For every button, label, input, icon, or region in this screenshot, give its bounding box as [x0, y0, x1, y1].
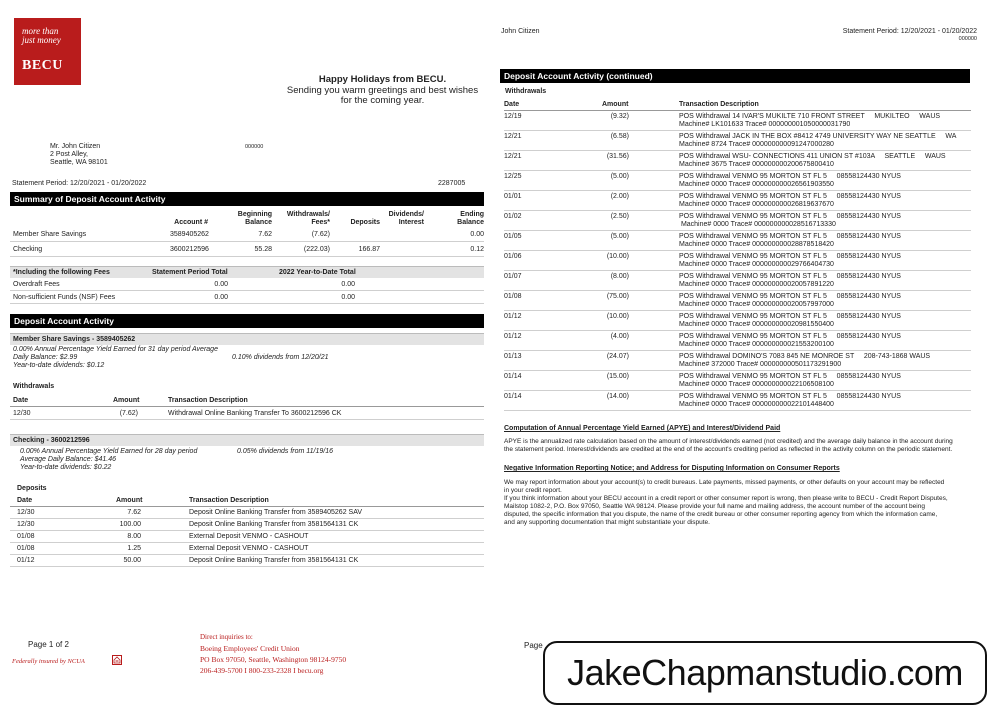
table-row [504, 311, 971, 331]
page2-page-number: Page [524, 641, 543, 650]
table-row [504, 171, 971, 191]
table-row [10, 531, 484, 543]
txn-description: POS Withdrawal VENMO 95 MORTON ST FL 5 08558124430 NYUS [679, 173, 901, 180]
negative-info-text-6: and any supporting documentation that might substantiate your dispute. [504, 519, 710, 526]
page2-name: John Citizen [501, 28, 540, 35]
txn-description: POS Withdrawal VENMO 95 MORTON ST FL 5 08558124430 NYUS [679, 273, 901, 280]
col-date: Date [13, 397, 29, 404]
table-row [504, 291, 971, 311]
negative-info-text-3: If you think information about your BECU account in a credit report or other consumer report is wrong, then please write to BECU - Credit Report Disputes, [504, 495, 948, 502]
txn-description: POS Withdrawal VENMO 95 MORTON ST FL 5 08558124430 NYUS [679, 373, 901, 380]
txn-description: POS Withdrawal VENMO 95 MORTON ST FL 5 08558124430 NYUS [679, 313, 901, 320]
txn-description: POS Withdrawal VENMO 95 MORTON ST FL 5 08558124430 NYUS [679, 253, 901, 260]
savings-withdrawals-header [10, 395, 484, 407]
txn-date: 01/12 [504, 313, 522, 320]
fee-name: Non-sufficient Funds (NSF) Fees [13, 294, 116, 301]
summary-header-bar: Summary of Deposit Account Activity [10, 192, 484, 206]
txn-date: 12/19 [504, 113, 522, 120]
txn-description: POS Withdrawal JACK IN THE BOX #8412 4749 UNIVERSITY WAY NE SEATTLE WA [679, 133, 957, 140]
savings-account-header: Member Share Savings - 3589405262 [10, 333, 484, 345]
txn-machine-trace: Machine# 0000 Trace# 000000000020057891220 [679, 281, 834, 288]
txn-date: 01/14 [504, 373, 522, 380]
col-description: Transaction Description [168, 397, 248, 404]
txn-amount: 1.25 [127, 545, 141, 552]
txn-amount: (2.50) [610, 213, 629, 220]
col-ending-1: Ending [460, 211, 484, 218]
negative-info-title: Negative Information Reporting Notice; and Address for Disputing Information on Consumer Reports [504, 465, 840, 472]
col-beginning-2: Balance [245, 219, 272, 226]
table-row [10, 555, 484, 567]
address-code: 000000 [245, 144, 264, 150]
savings-ytd-dividends: Year-to-date dividends: $0.12 [13, 362, 105, 369]
txn-description: POS Withdrawal VENMO 95 MORTON ST FL 5 08558124430 NYUS [679, 393, 901, 400]
fee-ytd: 0.00 [341, 281, 355, 288]
table-row [504, 331, 971, 351]
checking-average-balance: Average Daily Balance: $41.46 [20, 456, 116, 463]
deposits-value: 166.87 [358, 246, 380, 253]
fee-name: Overdraft Fees [13, 281, 60, 288]
table-row [10, 543, 484, 555]
page2-code: 000000 [958, 36, 977, 42]
txn-description: Deposit Online Banking Transfer from 3589405262 SAV [189, 509, 363, 516]
col-account: Account # [174, 219, 208, 226]
col-date: Date [504, 101, 520, 108]
checking-ytd-dividends: Year-to-date dividends: $0.22 [20, 464, 112, 471]
txn-amount: (10.00) [606, 253, 629, 260]
savings-withdrawals-label: Withdrawals [13, 383, 55, 390]
txn-date: 01/08 [17, 533, 35, 540]
col-withdrawals-1: Withdrawals/ [286, 211, 330, 218]
txn-date: 01/14 [504, 393, 522, 400]
fee-row [10, 291, 484, 304]
apye-text-2: the statement period. Interest/dividends are credited at the end of the account's crediting period as reflected in the activity column on the periodic statement. [504, 446, 953, 453]
fee-row [10, 278, 484, 291]
txn-machine-trace: Machine# LK101633 Trace# 000000001050000031790 [679, 121, 851, 128]
checking-deposits-label: Deposits [17, 485, 47, 492]
txn-amount: (5.00) [610, 233, 629, 240]
txn-date: 01/02 [504, 213, 522, 220]
activity-continued-header-bar: Deposit Account Activity (continued) [500, 69, 970, 83]
txn-amount: 100.00 [119, 521, 141, 528]
txn-date: 01/07 [504, 273, 522, 280]
page2-withdrawals-label: Withdrawals [505, 88, 547, 95]
txn-amount: (7.62) [119, 410, 138, 417]
txn-machine-trace: Machine# 0000 Trace# 000000000021553200100 [679, 341, 834, 348]
table-row [504, 391, 971, 411]
col-beginning-1: Beginning [237, 211, 272, 218]
txn-description: POS Withdrawal VENMO 95 MORTON ST FL 5 08558124430 NYUS [679, 213, 901, 220]
txn-date: 01/01 [504, 193, 522, 200]
credit-union-po-box: PO Box 97050, Seattle, Washington 98124-9750 [200, 655, 347, 664]
txn-description: Deposit Online Banking Transfer from 3581564131 CK [189, 521, 359, 528]
activity-header-bar: Deposit Account Activity [10, 314, 484, 328]
recipient-street: 2 Post Alley, [50, 151, 89, 158]
col-amount: Amount [113, 397, 140, 404]
txn-amount: 50.00 [123, 557, 141, 564]
txn-amount: (31.56) [606, 153, 629, 160]
page2-table-header [504, 99, 971, 111]
ending-balance: 0.00 [470, 231, 484, 238]
negative-info-text-1: We may report information about your account(s) to credit bureaus. Late payments, missed payments, or other defaults on your account may be reflected [504, 479, 945, 486]
txn-amount: (14.00) [606, 393, 629, 400]
txn-date: 12/30 [13, 410, 31, 417]
txn-date: 01/12 [504, 333, 522, 340]
statement-period: Statement Period: 12/20/2021 - 01/20/2022 [12, 180, 147, 187]
equal-housing-icon [112, 655, 122, 665]
txn-amount: 7.62 [127, 509, 141, 516]
table-row [504, 191, 971, 211]
fee-period: 0.00 [214, 294, 228, 301]
txn-date: 12/21 [504, 153, 522, 160]
txn-date: 01/05 [504, 233, 522, 240]
account-number: 3589405262 [170, 231, 209, 238]
txn-description: POS Withdrawal VENMO 95 MORTON ST FL 5 08558124430 NYUS [679, 293, 901, 300]
greeting-line-1: Sending you warm greetings and best wishes [286, 85, 479, 96]
txn-date: 12/30 [17, 509, 35, 516]
table-row [504, 111, 971, 131]
txn-machine-trace: Machine# 0000 Trace# 000000000028878518420 [679, 241, 834, 248]
fees-title: *Including the following Fees [13, 269, 110, 276]
fee-ytd: 0.00 [341, 294, 355, 301]
txn-machine-trace: Machine# 372000 Trace# 000000000501173291900 [679, 361, 842, 368]
negative-info-text-2: in your credit report. [504, 487, 562, 494]
fees-col-period: Statement Period Total [152, 269, 228, 276]
account-name: Member Share Savings [13, 231, 87, 238]
checking-apy: 0.00% Annual Percentage Yield Earned for 28 day period [20, 448, 198, 455]
txn-description: POS Withdrawal VENMO 95 MORTON ST FL 5 08558124430 NYUS [679, 193, 901, 200]
txn-amount: (10.00) [606, 313, 629, 320]
txn-date: 01/13 [504, 353, 522, 360]
txn-machine-trace: Machine# 0000 Trace# 000000000020981550400 [679, 321, 834, 328]
becu-logo [14, 18, 81, 85]
beginning-balance: 55.28 [254, 246, 272, 253]
col-dividends-2: Interest [398, 219, 424, 226]
savings-daily-balance: Daily Balance: $2.99 [13, 354, 78, 361]
inquiries-label: Direct inquiries to: [200, 633, 253, 641]
statement-page-1 [0, 0, 492, 720]
col-ending-2: Balance [457, 219, 484, 226]
account-number: 3600212596 [170, 246, 209, 253]
txn-description: POS Withdrawal 14 IVAR'S MUKILTE 710 FRONT STREET MUKILTEO WAUS [679, 113, 941, 120]
txn-amount: (6.58) [610, 133, 629, 140]
txn-date: 12/21 [504, 133, 522, 140]
col-description: Transaction Description [679, 101, 759, 108]
txn-machine-trace: Machine# 0000 Trace# 000000000028516713330 [679, 221, 836, 228]
fees-header [10, 266, 484, 278]
txn-amount: (9.32) [610, 113, 629, 120]
ncua-insured-text: Federally insured by NCUA [12, 658, 85, 665]
table-row [504, 251, 971, 271]
col-amount: Amount [602, 101, 629, 108]
table-row [10, 407, 484, 420]
txn-machine-trace: Machine# 3675 Trace# 000000000200675800410 [679, 161, 834, 168]
withdrawals-fees: (7.62) [311, 231, 330, 238]
txn-amount: (8.00) [610, 273, 629, 280]
ending-balance: 0.12 [470, 246, 484, 253]
account-reference: 2287005 [438, 180, 466, 187]
savings-apy: 0.00% Annual Percentage Yield Earned for 31 day period Average [13, 346, 218, 353]
logo-tagline: more than just money [22, 26, 61, 45]
account-name: Checking [13, 246, 43, 253]
txn-machine-trace: Machine# 8724 Trace# 000000000091247000280 [679, 141, 834, 148]
txn-description: POS Withdrawal VENMO 95 MORTON ST FL 5 08558124430 NYUS [679, 333, 901, 340]
greeting-line-2: for the coming year. [340, 95, 425, 106]
txn-date: 01/06 [504, 253, 522, 260]
table-row [504, 211, 971, 231]
recipient-name: Mr. John Citizen [50, 143, 101, 150]
txn-description: External Deposit VENMO - CASHOUT [189, 545, 309, 552]
txn-description: POS Withdrawal DOMINO'S 7083 845 NE MONROE ST 208-743-1868 WAUS [679, 353, 931, 360]
txn-machine-trace: Machine# 0000 Trace# 000000000026819637670 [679, 201, 834, 208]
txn-date: 01/12 [17, 557, 35, 564]
txn-description: POS Withdrawal VENMO 95 MORTON ST FL 5 08558124430 NYUS [679, 233, 901, 240]
txn-amount: (2.00) [610, 193, 629, 200]
negative-info-text-5: disputed, the specific information that you dispute, the name of the credit bureau or other consumer reporting agency from which the information came, [504, 511, 938, 518]
txn-description: POS Withdrawal WSU- CONNECTIONS 411 UNION ST #103A SEATTLE WAUS [679, 153, 946, 160]
table-row [504, 371, 971, 391]
apye-title: Computation of Annual Percentage Yield Earned (APYE) and Interest/Dividend Paid [504, 425, 781, 432]
summary-row [10, 242, 484, 257]
txn-description: Withdrawal Online Banking Transfer To 3600212596 CK [168, 410, 342, 417]
checking-account-header: Checking - 3600212596 [10, 434, 484, 446]
col-withdrawals-2: Fees* [311, 219, 330, 226]
table-row [504, 231, 971, 251]
credit-union-phone: 206-439-5700 I 800-233-2328 I becu.org [200, 666, 324, 675]
col-description: Transaction Description [189, 497, 269, 504]
txn-amount: 8.00 [127, 533, 141, 540]
txn-machine-trace: Machine# 0000 Trace# 000000000029766404730 [679, 261, 834, 268]
watermark-badge: JakeChapmanstudio.com [543, 641, 987, 705]
col-date: Date [17, 497, 33, 504]
txn-machine-trace: Machine# 0000 Trace# 000000000022101448400 [679, 401, 834, 408]
table-row [504, 131, 971, 151]
table-row [504, 151, 971, 171]
checking-deposits-header [10, 495, 484, 507]
table-row [504, 271, 971, 291]
txn-amount: (24.07) [606, 353, 629, 360]
apye-text-1: APYE is the annualized rate calculation based on the amount of interest/dividends earned (not credited) and the average daily balance in the account during [504, 438, 953, 445]
txn-amount: (5.00) [610, 173, 629, 180]
txn-date: 12/30 [17, 521, 35, 528]
checking-dividend-rate: 0.05% dividends from 11/19/16 [237, 448, 333, 455]
table-row [10, 519, 484, 531]
credit-union-name: Boeing Employees' Credit Union [200, 644, 300, 653]
recipient-city: Seattle, WA 98101 [50, 159, 108, 166]
page-number: Page 1 of 2 [28, 640, 69, 649]
logo-brand: BECU [22, 58, 63, 73]
txn-machine-trace: Machine# 0000 Trace# 000000000020057997000 [679, 301, 834, 308]
page2-statement-period: Statement Period: 12/20/2021 - 01/20/2022 [842, 28, 977, 35]
txn-date: 01/08 [17, 545, 35, 552]
savings-dividend-rate: 0.10% dividends from 12/20/21 [232, 354, 329, 361]
fees-col-ytd: 2022 Year-to-Date Total [279, 269, 356, 276]
col-deposits: Deposits [350, 219, 380, 226]
summary-row [10, 227, 484, 242]
col-amount: Amount [116, 497, 143, 504]
negative-info-text-4: Mailstop 1082-2, P.O. Box 97050, Seattle WA 98124. Please provide your full name and mailing address, the account number of the account being [504, 503, 925, 510]
txn-date: 12/25 [504, 173, 522, 180]
greeting-title: Happy Holidays from BECU. [318, 74, 447, 85]
txn-amount: (75.00) [606, 293, 629, 300]
txn-amount: (4.00) [610, 333, 629, 340]
txn-date: 01/08 [504, 293, 522, 300]
table-row [10, 507, 484, 519]
txn-description: External Deposit VENMO - CASHOUT [189, 533, 309, 540]
withdrawals-fees: (222.03) [303, 246, 330, 253]
txn-machine-trace: Machine# 0000 Trace# 000000000026561903550 [679, 181, 834, 188]
beginning-balance: 7.62 [258, 231, 272, 238]
txn-machine-trace: Machine# 0000 Trace# 000000000022106508100 [679, 381, 834, 388]
txn-description: Deposit Online Banking Transfer from 3581564131 CK [189, 557, 359, 564]
fee-period: 0.00 [214, 281, 228, 288]
txn-amount: (15.00) [606, 373, 629, 380]
col-dividends-1: Dividends/ [388, 211, 424, 218]
table-row [504, 351, 971, 371]
